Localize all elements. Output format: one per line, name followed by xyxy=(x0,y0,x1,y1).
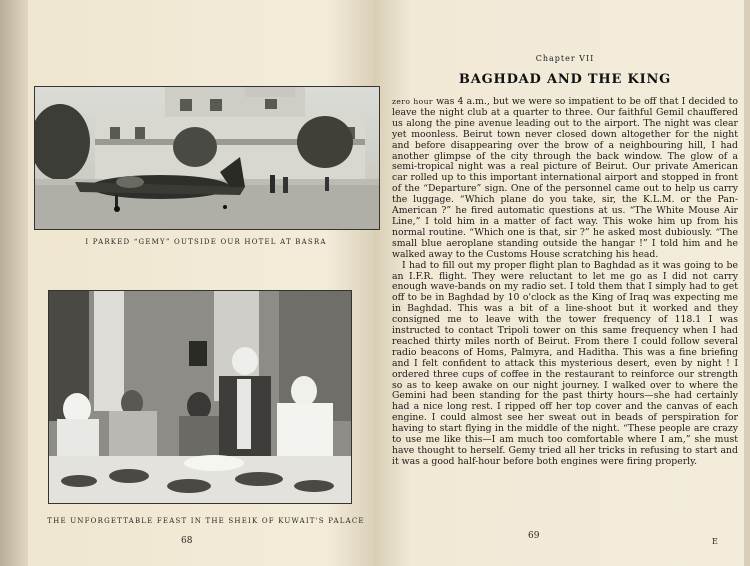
chapter-title: BAGHDAD AND THE KING xyxy=(458,72,672,87)
page-number-right: 69 xyxy=(528,531,540,541)
page-edge-left xyxy=(0,0,30,566)
chapter-label: Chapter VII xyxy=(535,54,595,63)
caption-bottom-photo: THE UNFORGETTABLE FEAST IN THE SHEIK OF KUWAIT'S PALACE xyxy=(47,517,365,525)
photo-feast xyxy=(48,290,352,504)
lead-in: zero hour xyxy=(392,97,433,106)
page-edge-right xyxy=(744,0,750,566)
page-number-left: 68 xyxy=(181,536,193,546)
paragraph-1-text: was 4 a.m., but we were so impatient to be off that I decided to leave the night club at a quarter to three. Our faithful Gemil chauffered us along the pine avenue leading out to the airport. The night was clear yet moonless. Beirut town never closed down altogether for the night and before disappearing over the brow of a neighbouring hill, I had another glimpse of the city through the back window. The glow of a semi-tropical night was a real picture of Beirut. Our private American car rolled up to this important international airport and stopped in front of the “Departure” sign. One of the personnel came out to help us carry the luggage. “Which plane do you take, sir, the K.L.M. or the Pan-American ?” he fired automatic questions at us. “The White Mouse Air Line,” I told him in a matter of fact way. This woke him up from his normal routine. “Which one is that, sir ?” he asked most dubiously. “The small blue aeroplane standing outside the hangar !” I told him and he walked away to the Customs House scratching his head. xyxy=(392,96,738,260)
chapter-body xyxy=(392,97,738,468)
signature-mark: E xyxy=(712,537,718,546)
paragraph-2: I had to fill out my proper flight plan to Baghdad as it was going to be an I.F.R. flight. They were reluctant to let me go as I did not carry enough wave-bands on my radio set. I told them that I simply had to get off to be in Baghdad by 10 o'clock as the King of Iraq was expecting me in Baghdad. This was a bit of a line-shoot but it worked and they consigned me to leave with the tower frequency of 118.1 I was instructed to contact Tripoli tower on this same frequency when I had reached thirty miles north of Beirut. From there I could follow several radio beacons of Homs, Palmyra, and Haditha. This was a fine briefing and I felt confident to attack this mysterious desert, even by night ! I ordered three cups of coffee in the restaurant to reinforce our strength so as to keep awake on our night journey. I walked over to where the Gemini had been standing for the past thirty hours—she had certainly had a nice long rest. I ripped off her top cover and the canvas of each engine. I could almost see her sweat out in beads of perspiration for having to start flying in the middle of the night. “These people are crazy to use me like this—I am much too comfortable where I am,” she must have thought to herself. Gemy tried all her tricks in refusing to start and it was a good half-hour before both engines were firing properly. xyxy=(392,259,738,467)
paragraph-1 xyxy=(392,97,738,261)
photo-aircraft-hotel xyxy=(34,86,380,230)
caption-top-photo: I PARKED “GEMY” OUTSIDE OUR HOTEL AT BASRA xyxy=(85,238,327,246)
